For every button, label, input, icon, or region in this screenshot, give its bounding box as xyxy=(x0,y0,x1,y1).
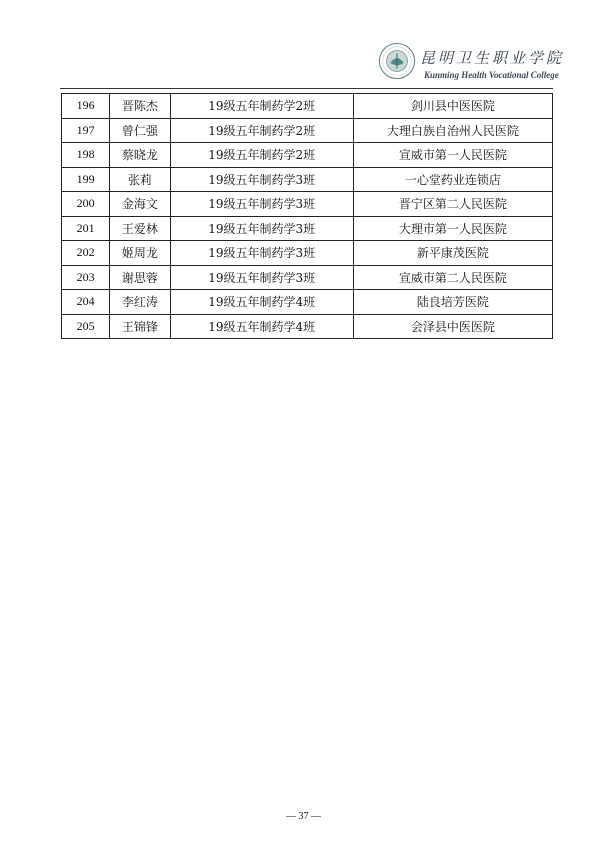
table-row xyxy=(62,118,553,143)
hospital-name: 晋宁区第二人民医院 xyxy=(353,192,552,217)
hospital-name: 大理市第一人民医院 xyxy=(353,216,552,241)
student-name: 姬周龙 xyxy=(110,241,170,266)
class-name: 19级五年制药学3班 xyxy=(170,167,353,192)
page-header xyxy=(0,0,607,90)
hospital-name: 大理白族自治州人民医院 xyxy=(353,118,552,143)
college-name-cn: 昆明卫生职业学院 xyxy=(420,49,565,67)
page-number: — 37 — xyxy=(286,811,321,822)
table-row xyxy=(62,216,553,241)
table-row xyxy=(62,290,553,315)
internship-table xyxy=(61,93,553,339)
class-name: 19级五年制药学3班 xyxy=(170,265,353,290)
hospital-name: 新平康茂医院 xyxy=(353,241,552,266)
row-number: 202 xyxy=(62,241,110,266)
student-name: 谢思蓉 xyxy=(110,265,170,290)
table-row xyxy=(62,241,553,266)
table-row xyxy=(62,167,553,192)
class-name: 19级五年制药学4班 xyxy=(170,314,353,339)
table-row xyxy=(62,265,553,290)
table-row xyxy=(62,94,553,119)
hospital-name: 一心堂药业连锁店 xyxy=(353,167,552,192)
row-number: 198 xyxy=(62,143,110,168)
class-name: 19级五年制药学2班 xyxy=(170,118,353,143)
row-number: 200 xyxy=(62,192,110,217)
college-name-en: Kunming Health Vocational College xyxy=(424,70,559,80)
class-name: 19级五年制药学3班 xyxy=(170,241,353,266)
class-name: 19级五年制药学2班 xyxy=(170,143,353,168)
class-name: 19级五年制药学3班 xyxy=(170,216,353,241)
row-number: 196 xyxy=(62,94,110,119)
row-number: 197 xyxy=(62,118,110,143)
row-number: 204 xyxy=(62,290,110,315)
student-name: 张莉 xyxy=(110,167,170,192)
student-name: 曾仁强 xyxy=(110,118,170,143)
student-name: 王锦锋 xyxy=(110,314,170,339)
student-name: 晋陈杰 xyxy=(110,94,170,119)
hospital-name: 宣威市第一人民医院 xyxy=(353,143,552,168)
row-number: 201 xyxy=(62,216,110,241)
class-name: 19级五年制药学2班 xyxy=(170,94,353,119)
row-number: 205 xyxy=(62,314,110,339)
class-name: 19级五年制药学4班 xyxy=(170,290,353,315)
table-row xyxy=(62,143,553,168)
student-name: 王爱林 xyxy=(110,216,170,241)
table-row xyxy=(62,314,553,339)
hospital-name: 宣威市第二人民医院 xyxy=(353,265,552,290)
college-logo-icon xyxy=(378,42,416,80)
class-name: 19级五年制药学3班 xyxy=(170,192,353,217)
header-divider xyxy=(60,88,553,89)
hospital-name: 剑川县中医医院 xyxy=(353,94,552,119)
student-name: 金海文 xyxy=(110,192,170,217)
student-name: 蔡晓龙 xyxy=(110,143,170,168)
hospital-name: 陆良培芳医院 xyxy=(353,290,552,315)
hospital-name: 会泽县中医医院 xyxy=(353,314,552,339)
row-number: 203 xyxy=(62,265,110,290)
student-name: 李红涛 xyxy=(110,290,170,315)
row-number: 199 xyxy=(62,167,110,192)
table-row xyxy=(62,192,553,217)
